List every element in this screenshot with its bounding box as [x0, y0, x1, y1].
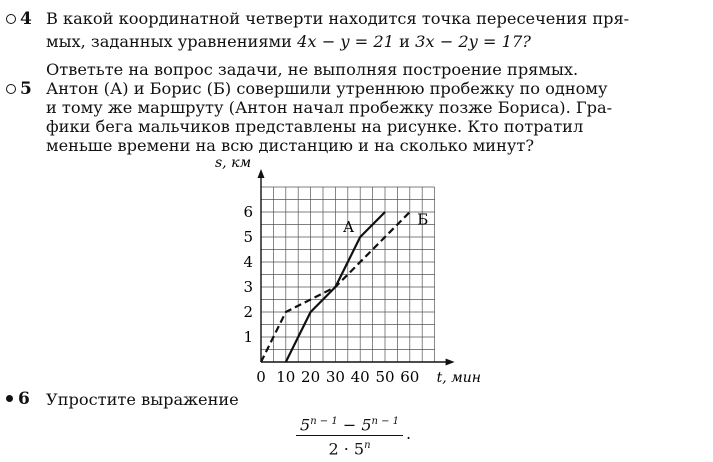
- equation-2: 3x − 2y = 17?: [415, 32, 531, 51]
- problem-5-line-1: Антон (А) и Борис (Б) совершили утреннюю пробежку по одному: [46, 79, 608, 98]
- x-tick-label: 30: [325, 368, 345, 386]
- problem-6-text: Упростите выражение: [46, 390, 239, 409]
- y-tick-label: 3: [243, 278, 253, 296]
- problem-5-line-4: меньше времени на всю дистанцию и на сколько минут?: [46, 136, 535, 155]
- problem-5-marker: [6, 78, 32, 100]
- conjunction: и: [393, 32, 416, 51]
- y-tick-label: 6: [243, 203, 253, 221]
- run-graph: [205, 158, 505, 394]
- problem-4-marker: [6, 8, 32, 30]
- x-tick-label: 40: [350, 368, 370, 386]
- y-tick-label: 1: [243, 328, 253, 346]
- y-tick-label: 4: [243, 253, 253, 271]
- problem-4-number: 4: [20, 9, 32, 29]
- equation-1: 4x − y = 21: [297, 32, 394, 51]
- x-tick-label: 10: [276, 368, 296, 386]
- filled-bullet-icon: [6, 395, 13, 402]
- x-tick-label: 60: [400, 368, 420, 386]
- fraction-period: .: [405, 424, 412, 443]
- x-tick-label: 50: [375, 368, 395, 386]
- problem-4-line-3: Ответьте на вопрос задачи, не выполняя построение прямых.: [46, 60, 579, 79]
- y-axis-label: s, км: [215, 158, 252, 171]
- problem-4-line-1: В какой координатной четверти находится точка пересечения пря-: [46, 9, 630, 28]
- problem-5-number: 5: [20, 79, 32, 99]
- x-axis-arrow: [446, 359, 455, 366]
- y-axis-arrow: [258, 169, 265, 178]
- x-tick-label: 0: [256, 368, 266, 386]
- fraction-denominator: $2 \cdot 5^n$: [328, 439, 371, 459]
- series-label-boris: Б: [417, 210, 429, 229]
- problem-5-line-2: и тому же маршруту (Антон начал пробежку позже Бориса). Гра-: [46, 98, 613, 117]
- hollow-circle-icon: [6, 84, 16, 94]
- hollow-circle-icon: [6, 14, 16, 24]
- fraction-numerator: $5^{n - 1} - 5^{n - 1}$: [296, 412, 403, 436]
- problem-4-line-2-text: мых, заданных уравнениями: [46, 32, 298, 51]
- problem-5-line-3: фики бега мальчиков представлены на рисунке. Кто потратил: [46, 117, 584, 136]
- problem-4-line-2: [46, 31, 531, 54]
- series-label-anton: А: [342, 218, 355, 236]
- problem-6-marker: [6, 388, 30, 410]
- expression-fraction: [296, 412, 412, 460]
- run-graph-svg: [205, 158, 505, 390]
- x-axis-label: t, мин: [436, 370, 481, 386]
- y-tick-label: 5: [243, 228, 253, 246]
- problem-6-number: 6: [18, 389, 30, 409]
- y-tick-label: 2: [243, 303, 253, 321]
- x-tick-label: 20: [301, 368, 321, 386]
